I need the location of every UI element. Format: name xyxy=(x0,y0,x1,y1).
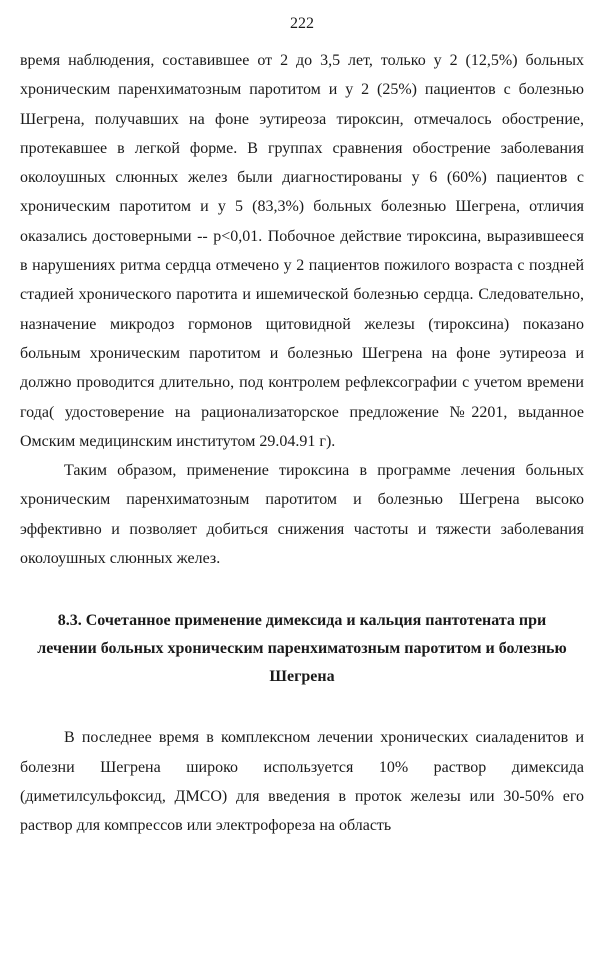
paragraph-section-intro: В последнее время в комплексном лечении хронических сиаладенитов и болезни Шегрена широко используется 10% раствор димексида (диметилсульфоксид, ДМСО) для введения в проток железы или 30-50% его раствор для компрессов или электрофореза на область xyxy=(20,729,584,835)
section-heading: 8.3. Сочетанное применение димексида и кальция пантотената при лечении больных хроническим паренхиматозным паротитом и болезнью Шегрена xyxy=(37,612,567,686)
paragraph-continuation: время наблюдения, составившее от 2 до 3,5 лет, только у 2 (12,5%) больных хроническим паренхиматозным паротитом и у 2 (25%) пациентов с болезнью Шегрена, получавших на фоне эутиреоза тироксин, отмечалось обострение, протекавшее в легкой форме. В группах сравнения обострение заболевания околоушных слюнных желез были диагностированы у 6 (60%) пациентов с хроническим паротитом и у 5 (83,3%) больных болезнью Шегрена, отличия оказались достоверными -- р<0,01. Побочное действие тироксина, выразившееся в нарушениях ритма сердца отмечено у 2 пациентов пожилого возраста с поздней стадией хронического паротита и ишемической болезнью сердца. Следовательно, назначение микродоз гормонов щитовидной железы (тироксина) показано больным хроническим паротитом и болезнью Шегрена на фоне эутиреоза и должно проводится длительно, под контролем рефлексографии с учетом времени года( удостоверение на рационализаторское предложение №2201, выданное Омским медицинским институтом 29.04.91 г). xyxy=(20,52,584,450)
page-number: 222 xyxy=(290,15,314,32)
paragraph-conclusion: Таким образом, применение тироксина в программе лечения больных хроническим паренхиматозным паротитом и болезнью Шегрена высоко эффективно и позволяет добиться снижения частоты и тяжести заболевания околоушных слюнных желез. xyxy=(20,462,584,568)
document-page xyxy=(20,14,584,841)
